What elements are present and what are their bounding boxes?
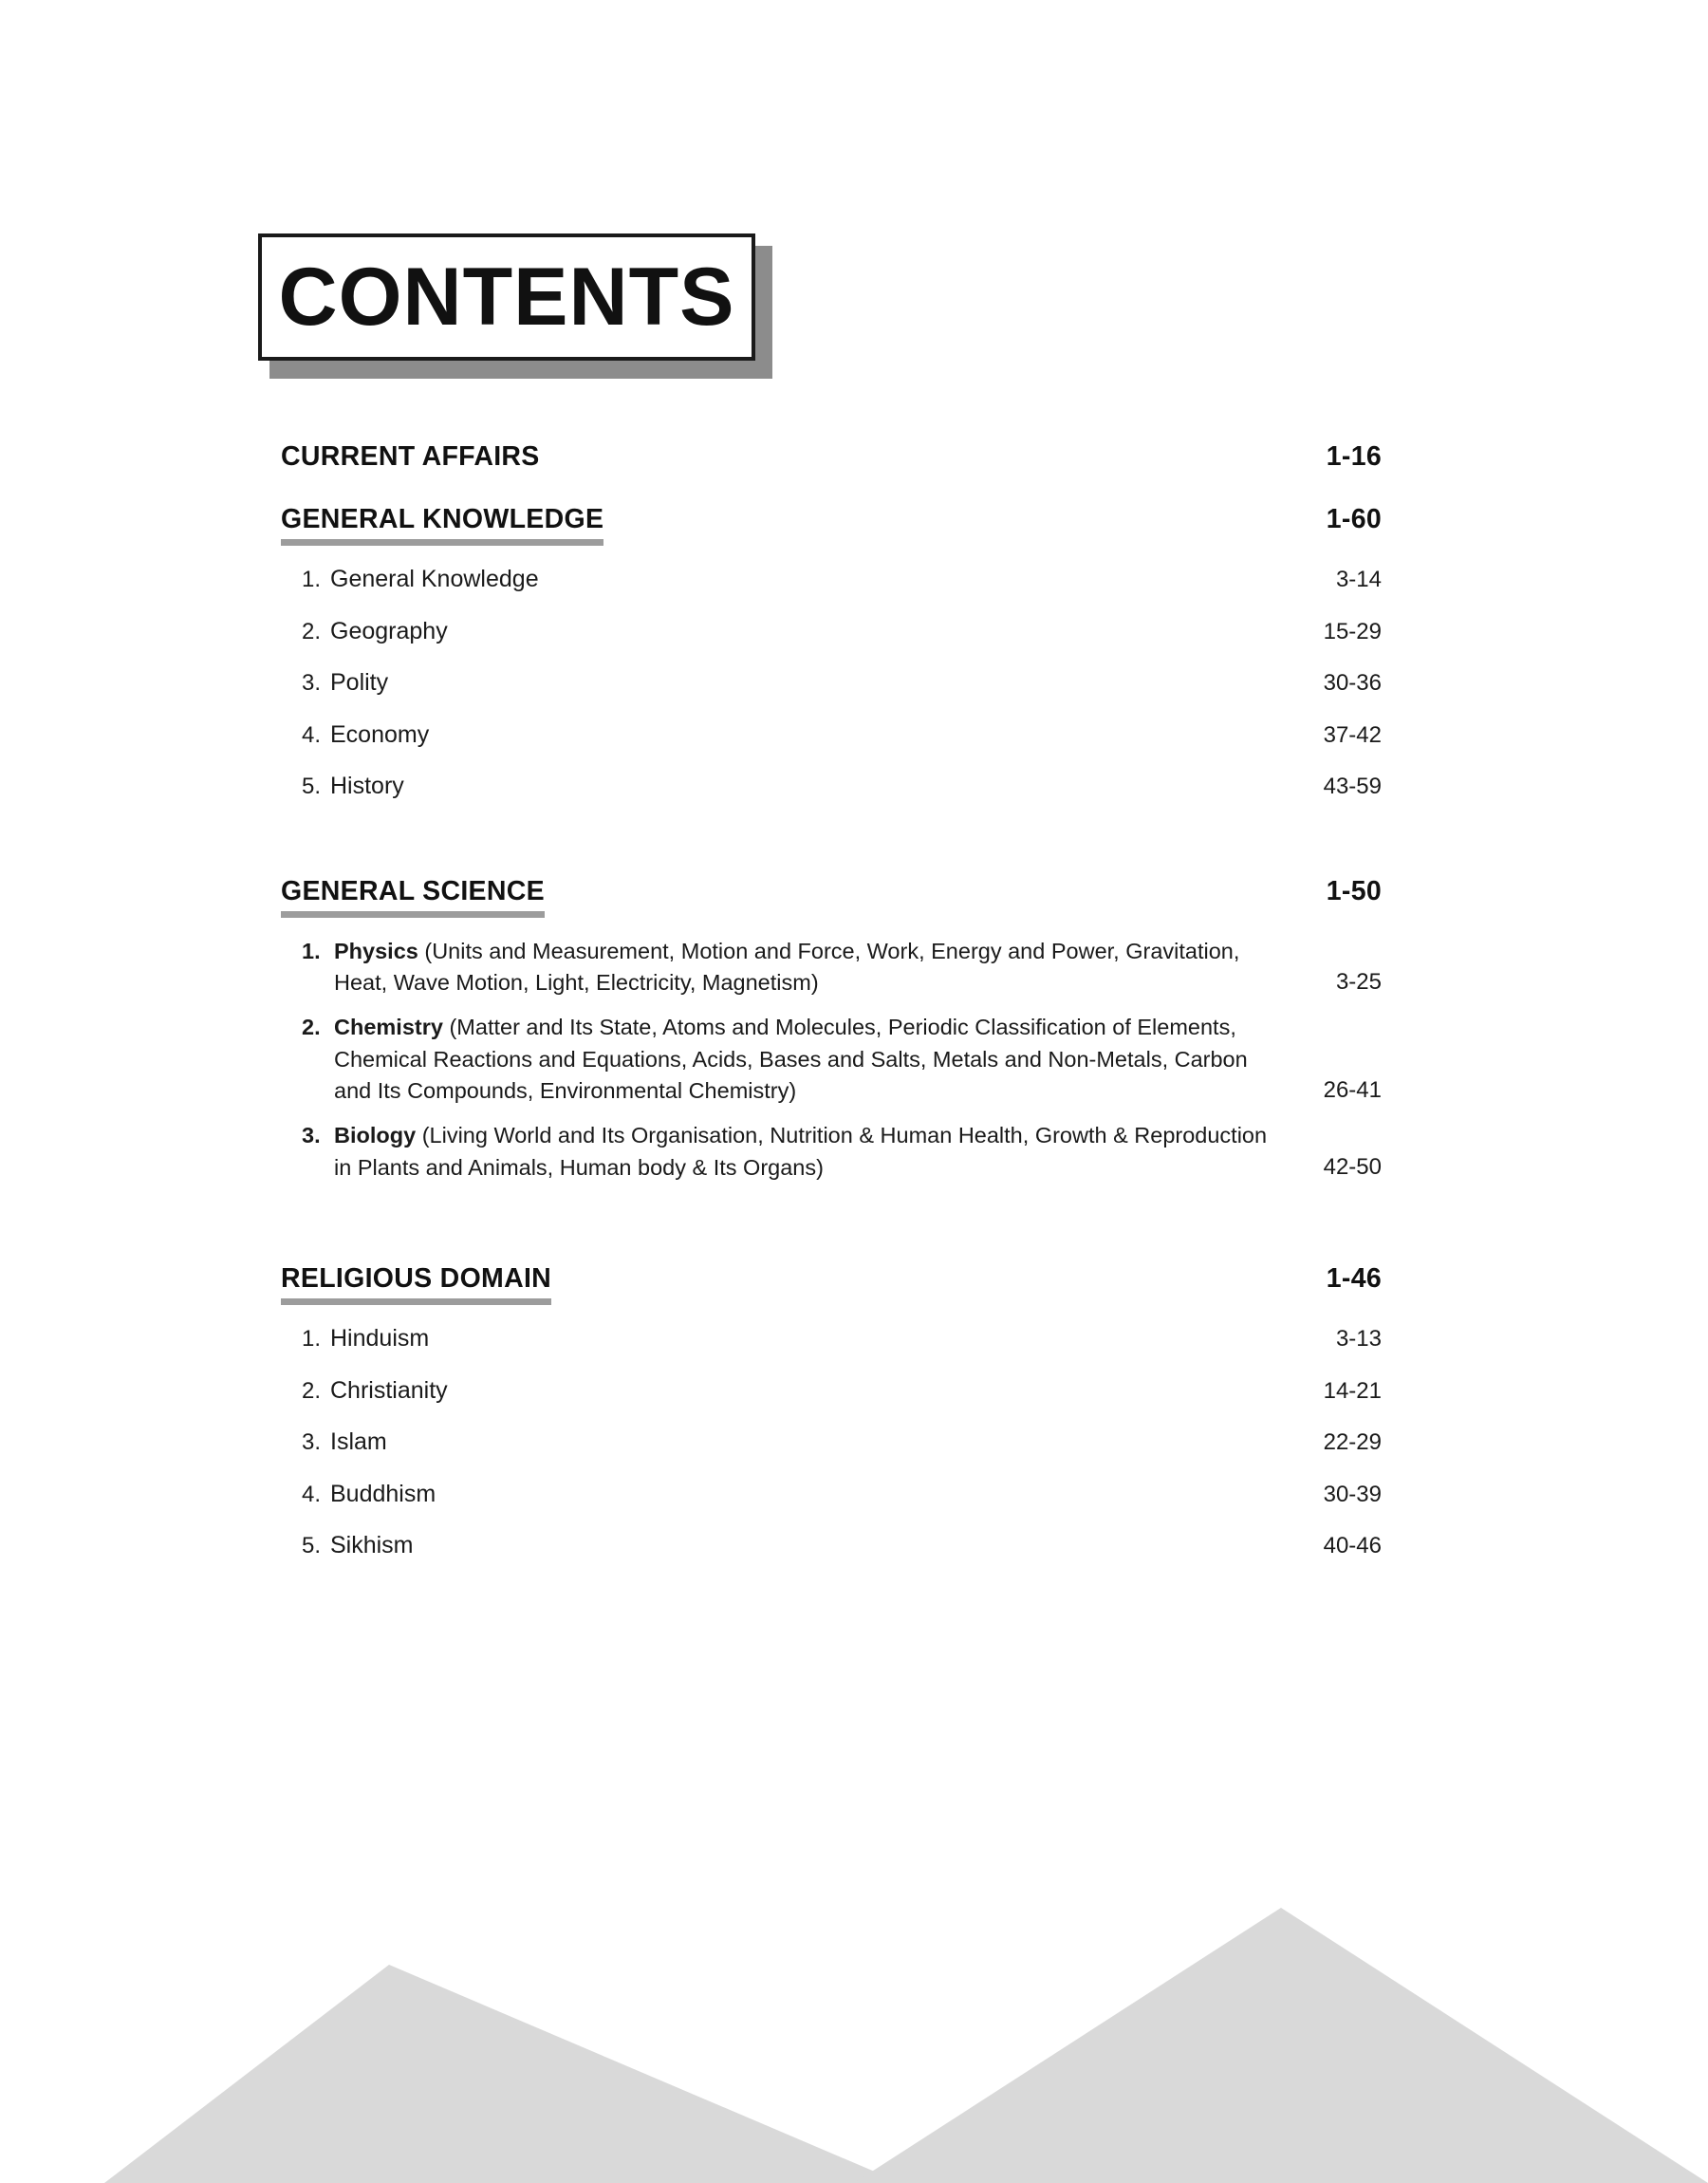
item-number: 1.	[302, 938, 321, 963]
item-number: 3.	[302, 1429, 322, 1456]
spacer	[281, 823, 1382, 876]
list-item[interactable]	[281, 936, 1382, 999]
table-of-contents	[281, 441, 1382, 1582]
item-pages: 40-46	[1323, 1533, 1382, 1559]
item-pages: 14-21	[1323, 1377, 1382, 1404]
item-number: 2.	[302, 618, 322, 644]
item-lead: Biology	[334, 1123, 417, 1148]
item-pages: 26-41	[1323, 1077, 1382, 1104]
item-number: 1.	[302, 567, 322, 592]
section-header[interactable]	[281, 1263, 1382, 1312]
item-lead: Chemistry	[334, 1015, 443, 1040]
item-pages: 3-25	[1335, 969, 1382, 996]
item-pages: 30-36	[1323, 670, 1382, 696]
item-pages: 3-13	[1335, 1326, 1382, 1353]
item-pages: 3-14	[1335, 567, 1382, 592]
list-item[interactable]	[281, 1427, 1382, 1458]
item-label: General Knowledge	[330, 566, 539, 592]
item-body	[334, 1120, 1294, 1184]
section-items	[281, 564, 1382, 802]
title-box	[258, 233, 755, 361]
item-label: Buddhism	[330, 1480, 436, 1507]
item-label: Islam	[330, 1428, 387, 1456]
section-title: CURRENT AFFAIRS	[281, 441, 540, 472]
list-item[interactable]	[281, 1120, 1382, 1184]
item-body	[334, 1012, 1294, 1107]
item-number: 5.	[302, 774, 322, 799]
item-number: 4.	[302, 1481, 322, 1507]
item-number: 1.	[302, 1326, 322, 1353]
list-item[interactable]	[281, 564, 1382, 595]
list-item[interactable]	[281, 771, 1382, 802]
list-item[interactable]	[281, 719, 1382, 751]
item-label: Economy	[330, 720, 430, 748]
list-item[interactable]	[281, 616, 1382, 647]
spacer	[281, 1197, 1382, 1263]
item-pages: 42-50	[1323, 1153, 1382, 1180]
item-label: Sikhism	[330, 1532, 414, 1559]
list-item[interactable]	[281, 1375, 1382, 1407]
section-title: GENERAL KNOWLEDGE	[281, 504, 603, 546]
section-header[interactable]	[281, 504, 1382, 552]
item-number: 3.	[302, 670, 322, 696]
section-title: GENERAL SCIENCE	[281, 876, 545, 918]
section-header[interactable]	[281, 441, 1382, 479]
item-number: 3.	[302, 1123, 321, 1148]
section-general-knowledge	[281, 504, 1382, 802]
section-current-affairs	[281, 441, 1382, 479]
section-general-science	[281, 876, 1382, 1185]
section-pages: 1-50	[1326, 875, 1382, 906]
item-label: Polity	[330, 669, 389, 696]
page-title-block	[258, 233, 755, 361]
list-item[interactable]	[281, 1012, 1382, 1107]
item-label: Hinduism	[330, 1325, 430, 1353]
section-items	[281, 1323, 1382, 1561]
section-header[interactable]	[281, 876, 1382, 924]
item-number: 5.	[302, 1533, 322, 1559]
item-label: Geography	[330, 617, 448, 644]
mountain-decoration-icon	[0, 1784, 1708, 2183]
section-title: RELIGIOUS DOMAIN	[281, 1263, 551, 1305]
section-pages: 1-46	[1326, 1263, 1382, 1295]
item-label: Christianity	[330, 1376, 448, 1404]
section-religious-domain	[281, 1263, 1382, 1561]
section-pages: 1-60	[1326, 504, 1382, 534]
item-lead: Physics	[334, 938, 418, 963]
item-number: 4.	[302, 721, 322, 748]
item-label: History	[330, 773, 404, 799]
item-detail: (Matter and Its State, Atoms and Molecules, Periodic Classification of Elements, Chemical Reactions and Equations, Acids, Bases and Salts, Metals and Non-Metals, Carbon and Its Compounds, Environmental Chemistry)	[334, 1015, 1248, 1103]
item-detail: (Living World and Its Organisation, Nutrition & Human Health, Growth & Reproduction in Plants and Animals, Human body & Its Organs)	[334, 1123, 1268, 1180]
section-items	[281, 936, 1382, 1185]
item-pages: 30-39	[1323, 1481, 1382, 1507]
list-item[interactable]	[281, 1323, 1382, 1354]
item-body	[334, 936, 1294, 999]
page-title: CONTENTS	[278, 252, 735, 343]
section-pages: 1-16	[1326, 441, 1382, 472]
item-pages: 43-59	[1323, 774, 1382, 799]
item-pages: 37-42	[1323, 721, 1382, 748]
item-number: 2.	[302, 1015, 321, 1040]
list-item[interactable]	[281, 667, 1382, 699]
spacer	[281, 479, 1382, 504]
item-pages: 15-29	[1323, 618, 1382, 644]
list-item[interactable]	[281, 1530, 1382, 1561]
item-pages: 22-29	[1323, 1429, 1382, 1456]
item-number: 2.	[302, 1377, 322, 1404]
item-detail: (Units and Measurement, Motion and Force, Work, Energy and Power, Gravitation, Heat, Wave Motion, Light, Electricity, Magnetism)	[334, 938, 1240, 995]
list-item[interactable]	[281, 1479, 1382, 1510]
